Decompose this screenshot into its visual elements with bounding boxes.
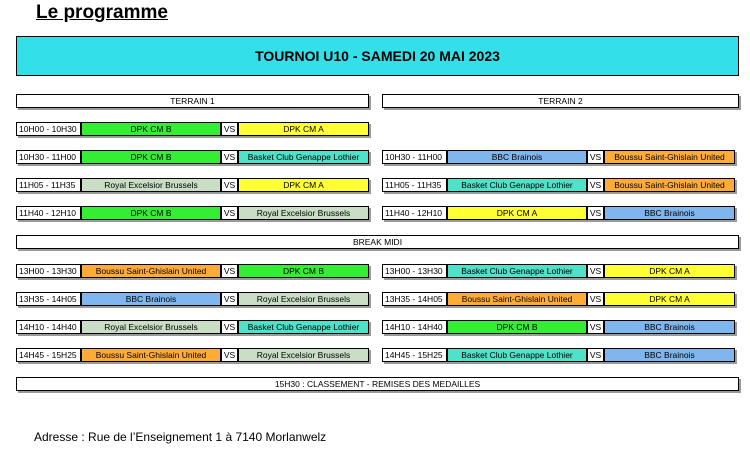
vs-label: VS [587,320,604,334]
match-time: 11H40 - 12H10 [16,206,81,220]
vs-label: VS [221,150,238,164]
match-time: 11H05 - 11H35 [382,178,447,192]
match-row [382,206,735,220]
away-team: Boussu Saint-Ghislain United [604,150,735,164]
match-row [16,122,369,136]
away-team: Royal Excelsior Brussels [238,206,369,220]
vs-label: VS [587,150,604,164]
vs-label: VS [221,348,238,362]
vs-label: VS [587,264,604,278]
vs-label: VS [221,292,238,306]
home-team: Boussu Saint-Ghislain United [81,348,221,362]
match-time: 13H35 - 14H05 [16,292,81,306]
home-team: DPK CM B [81,150,221,164]
match-row [382,320,735,334]
match-time: 14H10 - 14H40 [16,320,81,334]
terrain-2-header: TERRAIN 2 [382,94,739,108]
match-time: 14H45 - 15H25 [16,348,81,362]
away-team: Basket Club Genappe Lothier [238,150,369,164]
away-team: DPK CM B [238,264,369,278]
away-team: Basket Club Genappe Lothier [238,320,369,334]
match-time: 13H35 - 14H05 [382,292,447,306]
vs-label: VS [221,320,238,334]
away-team: BBC Brainois [604,206,735,220]
vs-label: VS [587,292,604,306]
vs-label: VS [221,122,238,136]
home-team: Boussu Saint-Ghislain United [81,264,221,278]
medals-ceremony-bar: 15H30 : CLASSEMENT - REMISES DES MEDAILLES [16,377,739,391]
match-time: 13H00 - 13H30 [16,264,81,278]
home-team: Basket Club Genappe Lothier [447,348,587,362]
home-team: Basket Club Genappe Lothier [447,264,587,278]
page-heading: Le programme [36,2,168,23]
match-row [16,292,369,306]
match-time: 11H05 - 11H35 [16,178,81,192]
home-team: Royal Excelsior Brussels [81,320,221,334]
vs-label: VS [221,264,238,278]
away-team: DPK CM A [238,122,369,136]
away-team: Royal Excelsior Brussels [238,348,369,362]
home-team: DPK CM B [81,206,221,220]
match-row [382,178,735,192]
away-team: Royal Excelsior Brussels [238,292,369,306]
home-team: DPK CM B [81,122,221,136]
match-time: 10H30 - 11H00 [382,150,447,164]
away-team: BBC Brainois [604,348,735,362]
match-row [16,178,369,192]
away-team: DPK CM A [238,178,369,192]
match-row [382,264,735,278]
home-team: DPK CM A [447,206,587,220]
match-row [382,292,735,306]
match-row [16,206,369,220]
tournament-title-banner: TOURNOI U10 - SAMEDI 20 MAI 2023 [16,36,739,76]
vs-label: VS [587,178,604,192]
match-row [16,150,369,164]
match-row [382,150,735,164]
match-time: 13H00 - 13H30 [382,264,447,278]
home-team: Basket Club Genappe Lothier [447,178,587,192]
home-team: Royal Excelsior Brussels [81,178,221,192]
vs-label: VS [221,206,238,220]
match-time: 14H10 - 14H40 [382,320,447,334]
match-row [16,348,369,362]
match-time: 10H00 - 10H30 [16,122,81,136]
away-team: DPK CM A [604,292,735,306]
away-team: DPK CM A [604,264,735,278]
vs-label: VS [221,178,238,192]
home-team: BBC Brainois [81,292,221,306]
home-team: Boussu Saint-Ghislain United [447,292,587,306]
home-team: DPK CM B [447,320,587,334]
away-team: BBC Brainois [604,320,735,334]
match-row [16,320,369,334]
vs-label: VS [587,206,604,220]
match-row [16,264,369,278]
terrain-1-header: TERRAIN 1 [16,94,369,108]
away-team: Boussu Saint-Ghislain United [604,178,735,192]
address-text: Adresse : Rue de l’Enseignement 1 à 7140 Morlanwelz [34,430,327,444]
home-team: BBC Brainois [447,150,587,164]
match-time: 14H45 - 15H25 [382,348,447,362]
vs-label: VS [587,348,604,362]
break-midi-bar: BREAK MIDI [16,235,739,249]
match-row [382,348,735,362]
match-time: 11H40 - 12H10 [382,206,447,220]
match-time: 10H30 - 11H00 [16,150,81,164]
